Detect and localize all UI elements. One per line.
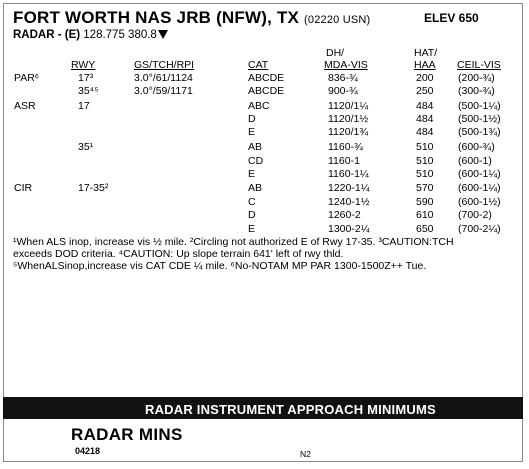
- table-cell-ceil-vis: (600-1¼): [458, 182, 501, 194]
- table-cell-runway: 17: [78, 100, 90, 112]
- table-cell-ceil-vis: (200-¾): [458, 72, 495, 84]
- table-cell-mda-vis: 836-¾: [328, 72, 358, 84]
- table-cell-mda-vis: 1220-1¼: [328, 182, 370, 194]
- table-cell-mda-vis: 1120/1½: [328, 113, 369, 125]
- table-cell-aircraft-category: E: [248, 168, 256, 180]
- table-cell-ceil-vis: (600-¾): [458, 141, 495, 153]
- table-cell-hat-haa: 484: [416, 100, 434, 112]
- radar-frequency-line: [13, 29, 168, 41]
- header-dh-line1: DH/: [326, 47, 345, 59]
- table-cell-ceil-vis: (600-1): [458, 155, 492, 167]
- table-cell-ceil-vis: (700-2): [458, 209, 492, 221]
- table-cell-aircraft-category: ABC: [248, 100, 270, 112]
- table-cell-runway: 17³: [78, 72, 94, 84]
- table-cell-aircraft-category: E: [248, 223, 256, 235]
- table-cell-ceil-vis: (500-1¾): [458, 126, 501, 138]
- airport-title: [13, 8, 370, 28]
- header-rwy: RWY: [71, 59, 96, 71]
- table-cell-ceil-vis: (700-2¼): [458, 223, 501, 235]
- table-cell-ceil-vis: (500-1½): [458, 113, 501, 125]
- table-cell-mda-vis: 1160-¾: [328, 141, 363, 153]
- table-cell-hat-haa: 484: [416, 113, 434, 125]
- table-cell-aircraft-category: D: [248, 113, 256, 125]
- table-cell-mda-vis: 1300-2¼: [328, 223, 370, 235]
- field-elevation: ELEV 650: [424, 11, 479, 25]
- table-cell-aircraft-category: AB: [248, 182, 263, 194]
- table-cell-hat-haa: 610: [416, 209, 434, 221]
- table-cell-hat-haa: 250: [416, 85, 434, 97]
- table-cell-mda-vis: 1260-2: [328, 209, 361, 221]
- nonstandard-minimums-triangle-icon: [158, 30, 168, 39]
- table-cell-hat-haa: 510: [416, 141, 434, 153]
- table-cell-ceil-vis: (300-¾): [458, 85, 495, 97]
- table-cell-aircraft-category: AB: [248, 141, 263, 153]
- table-cell-approach-type: CIR: [14, 182, 33, 194]
- table-cell-ceil-vis: (600-1½): [458, 196, 501, 208]
- footnotes: [13, 236, 518, 272]
- header-ceil-vis: CEIL-VIS: [457, 59, 501, 71]
- page-code: N2: [300, 449, 311, 459]
- table-cell-hat-haa: 200: [416, 72, 434, 84]
- airport-name: FORT WORTH NAS JRB (NFW), TX: [13, 8, 300, 27]
- footnote-line: exceeds DOD criteria. ⁴CAUTION: Up slope terrain 641' left of rwy thld.: [13, 248, 344, 260]
- table-cell-approach-type: PAR⁶: [14, 72, 40, 84]
- header-mda-vis: MDA-VIS: [324, 59, 368, 71]
- table-cell-ceil-vis: (500-1¼): [458, 100, 501, 112]
- table-cell-mda-vis: 1120/1¼: [328, 100, 369, 112]
- radar-label: RADAR - (E): [13, 29, 81, 41]
- table-cell-gs-tch-rpi: 3.0°/59/1171: [134, 85, 193, 97]
- table-cell-aircraft-category: CD: [248, 155, 264, 167]
- procedure-number: 04218: [75, 446, 101, 456]
- banner-title: RADAR INSTRUMENT APPROACH MINIMUMS: [145, 402, 436, 417]
- table-cell-ceil-vis: (600-1¼): [458, 168, 501, 180]
- table-cell-approach-type: ASR: [14, 100, 36, 112]
- airport-code: (02220 USN): [304, 14, 371, 26]
- radar-frequencies: 128.775 380.8: [83, 29, 157, 41]
- table-cell-runway: 35¹: [78, 141, 94, 153]
- table-cell-aircraft-category: E: [248, 126, 256, 138]
- table-cell-aircraft-category: D: [248, 209, 256, 221]
- table-cell-hat-haa: 650: [416, 223, 434, 235]
- table-cell-mda-vis: 1160-1: [328, 155, 360, 167]
- header-gs-tch-rpi: GS/TCH/RPI: [134, 59, 195, 71]
- table-cell-hat-haa: 570: [416, 182, 434, 194]
- table-cell-runway: 35⁴⁵: [78, 85, 99, 97]
- table-cell-aircraft-category: C: [248, 196, 256, 208]
- page-title: RADAR MINS: [71, 425, 183, 444]
- header-cat: CAT: [248, 59, 269, 71]
- table-cell-runway: 17-35²: [78, 182, 109, 194]
- table-cell-hat-haa: 484: [416, 126, 434, 138]
- table-cell-hat-haa: 510: [416, 155, 434, 167]
- table-cell-mda-vis: 900-¾: [328, 85, 358, 97]
- table-cell-gs-tch-rpi: 3.0°/61/1124: [134, 72, 193, 84]
- header-haa: HAA: [414, 59, 436, 71]
- footnote-line: ⁵WhenALSinop,increase vis CAT CDE ¼ mile. ⁶No-NOTAM MP PAR 1300-1500Z++ Tue.: [13, 260, 427, 272]
- header-hat-line1: HAT/: [414, 47, 438, 59]
- table-cell-aircraft-category: ABCDE: [248, 85, 285, 97]
- table-cell-aircraft-category: ABCDE: [248, 72, 285, 84]
- table-cell-hat-haa: 590: [416, 196, 434, 208]
- table-cell-mda-vis: 1240-1½: [328, 196, 370, 208]
- table-cell-hat-haa: 510: [416, 168, 434, 180]
- table-cell-mda-vis: 1120/1¾: [328, 126, 369, 138]
- footnote-line: ¹When ALS inop, increase vis ½ mile. ²Circling not authorized E of Rwy 17-35. ³CAUTION:TCH: [13, 236, 454, 248]
- table-cell-mda-vis: 1160-1¼: [328, 168, 369, 180]
